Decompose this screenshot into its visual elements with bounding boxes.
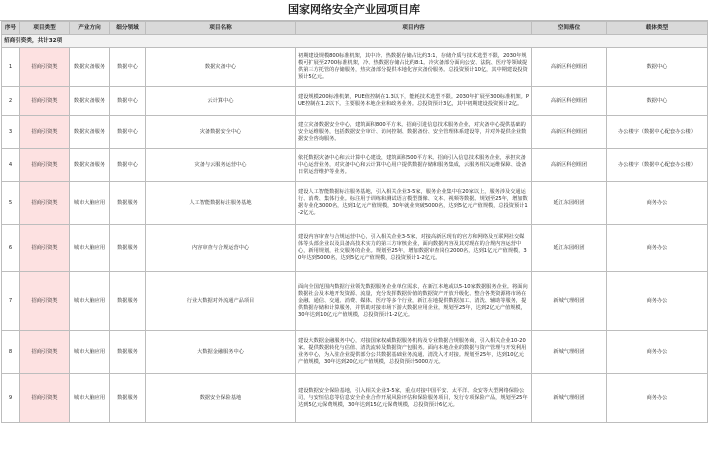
- group-label[interactable]: 招商引资类，共计32项: [2, 35, 708, 48]
- table-row: [2, 225, 708, 272]
- header-cell[interactable]: 项目内容: [296, 22, 532, 35]
- group-row: [2, 35, 708, 48]
- cell-location[interactable]: 高新区科创组团: [532, 87, 607, 116]
- table-row: [2, 272, 708, 331]
- cell-direction[interactable]: 城市大脑应用: [70, 331, 110, 374]
- cell-field[interactable]: 数据服务: [110, 331, 146, 374]
- cell-carrier[interactable]: 数据中心: [607, 87, 708, 116]
- cell-field[interactable]: 数据服务: [110, 182, 146, 225]
- cell-location[interactable]: 新城气理组团: [532, 331, 607, 374]
- cell-carrier[interactable]: 数据中心: [607, 48, 708, 87]
- cell-name[interactable]: 数据安全保险基地: [146, 374, 296, 423]
- header-cell[interactable]: 项目名称: [146, 22, 296, 35]
- cell-type[interactable]: 招商引资类: [20, 272, 70, 331]
- cell-direction[interactable]: 数据灾备服务: [70, 116, 110, 149]
- cell-carrier[interactable]: 商务办公: [607, 272, 708, 331]
- cell-carrier[interactable]: 商务办公: [607, 331, 708, 374]
- cell-no[interactable]: 9: [2, 374, 20, 423]
- header-cell[interactable]: 产业方向: [70, 22, 110, 35]
- cell-content[interactable]: 依托数据灾备中心和云计算中心建设，建筑面积500平方米。招商引入信息技术服务企业，承担灾备中心运营业务，对灾备中心和云计算中心用户提供数据存储和服务集成，云服务相关运维保障、设备日常运营维护等业务。: [296, 149, 532, 182]
- cell-content[interactable]: 建设规模200标准机架，PUE值控制在1.3以下，能耗技术选型不限。2030年扩展至300标准机架。PUE控制在1.2以下。主要服务本地企业和政务业务。总投资预计3亿，其中初期建设投资预计2亿。: [296, 87, 532, 116]
- cell-location[interactable]: 高新区科创组团: [532, 116, 607, 149]
- cell-name[interactable]: 云计算中心: [146, 87, 296, 116]
- cell-direction[interactable]: 城市大脑应用: [70, 374, 110, 423]
- cell-content[interactable]: 建立灾备数据安全中心，建筑面积800平方米。招商引进信息技术服务企业，对灾备中心提供基础的安全运维服务，包括数据安全审计、访问控制、数据备份、安全管理体系建设等，并对外提供企业数据安全咨询服务。: [296, 116, 532, 149]
- cell-direction[interactable]: 城市大脑应用: [70, 182, 110, 225]
- cell-name[interactable]: 人工智能数据标注服务基地: [146, 182, 296, 225]
- cell-content[interactable]: 初期建设规模800标准机架，其中冷、热数据存储占比约3:1，存储介质与技术选型不限，2030年规模可扩展至2700标准机架，冷、热数据存储占比约8:1。冷灾备部分面向公安、法院、医疗等领域提供第三方托管的存储服务，热灾备部分提供本地化容灾备份服务。总投资预计10亿，其中期建设投资预计5亿元。: [296, 48, 532, 87]
- sheet-title: 国家网络安全产业园项目库: [0, 0, 708, 21]
- cell-field[interactable]: 数据服务: [110, 272, 146, 331]
- cell-no[interactable]: 4: [2, 149, 20, 182]
- header-cell[interactable]: 项目类型: [20, 22, 70, 35]
- cell-name[interactable]: 灾备数据安全中心: [146, 116, 296, 149]
- cell-name[interactable]: 数据灾备中心: [146, 48, 296, 87]
- table-row: [2, 374, 708, 423]
- cell-field[interactable]: 数据服务: [110, 225, 146, 272]
- cell-carrier[interactable]: 商务办公: [607, 374, 708, 423]
- cell-field[interactable]: 数据中心: [110, 116, 146, 149]
- project-table: [1, 21, 708, 423]
- cell-no[interactable]: 8: [2, 331, 20, 374]
- cell-direction[interactable]: 数据灾备服务: [70, 87, 110, 116]
- header-row: [2, 22, 708, 35]
- cell-carrier[interactable]: 办公楼宇（数据中心配套办公楼）: [607, 149, 708, 182]
- table-row: [2, 182, 708, 225]
- table-row: [2, 87, 708, 116]
- cell-location[interactable]: 高新区科创组团: [532, 48, 607, 87]
- cell-type[interactable]: 招商引资类: [20, 182, 70, 225]
- cell-field[interactable]: 数据中心: [110, 48, 146, 87]
- cell-name[interactable]: 灾备与云服务运营中心: [146, 149, 296, 182]
- header-cell[interactable]: 载体类型: [607, 22, 708, 35]
- table-row: [2, 331, 708, 374]
- cell-field[interactable]: 数据中心: [110, 149, 146, 182]
- cell-content[interactable]: 面向全国范围内数据行业领先数据服务企业单位需求，在新江本地或以5-10家数据服务企业。将面向数据社会及本地开发资源、流量，充分发挥数据价值的数据资产开放升级化、整合各类资源将市场在金融、通信、交通、消费、媒体、医疗等多个行业，新江在地提供数据加工、清洗、辅助等服务，提供数据存储和计算服务，并帮助对接市场下游大数据应用企业，规划至25年，达到2亿元产值规模，30年达到10亿元产值规模，总投资预计1-2亿元。: [296, 272, 532, 331]
- cell-carrier[interactable]: 办公楼宇（数据中心配套办公楼）: [607, 116, 708, 149]
- cell-no[interactable]: 2: [2, 87, 20, 116]
- cell-no[interactable]: 1: [2, 48, 20, 87]
- cell-location[interactable]: 新城气理组团: [532, 272, 607, 331]
- table-row: [2, 149, 708, 182]
- cell-name[interactable]: 行业大数据对外流通产品项目: [146, 272, 296, 331]
- cell-no[interactable]: 3: [2, 116, 20, 149]
- cell-no[interactable]: 7: [2, 272, 20, 331]
- table-row: [2, 48, 708, 87]
- cell-content[interactable]: 建设大数据金融服务中心，对接国家权威数据服务机构及专业数据合规服务商，引入相关企业10-20家。提供数据转化与估值、清洗流转及数据资产包服务。面向本地企业的数据与资产管理与开发利用业务中心，为入驻企业提供部分公共数据基础业务流通、清洗入才对接。规划至25年，达到10亿元产值规模，30年达到20亿元产值规模，总投资预计5000万元。: [296, 331, 532, 374]
- cell-type[interactable]: 招商引资类: [20, 149, 70, 182]
- cell-location[interactable]: 新城气理组团: [532, 374, 607, 423]
- cell-direction[interactable]: 数据灾备服务: [70, 48, 110, 87]
- cell-type[interactable]: 招商引资类: [20, 331, 70, 374]
- cell-type[interactable]: 招商引资类: [20, 48, 70, 87]
- cell-content[interactable]: 建设数据安全保险基地，引入相关企业3-5家，重点对接中国平安、太平洋、众安等大型网络保险公司，与安恒信息等信息安全企业合作开展风险评估和保险服务项目，发行专项保险产品，规划至25年达到5亿元保费规模，30年达到15亿元保费规模，总投资预计6亿元。: [296, 374, 532, 423]
- cell-content[interactable]: 建设内容审查与合规运营中心，引入相关企业3-5家，对接高新区现有的官方和网络及互联网社交媒体等头部企业以及具备高技术实力的第三方审核企业，面向数据内容及其对现在的合规内容运营中心，新用规划，社交服务的企业。规划至25年，增加数据审查岗位2000名，达到1亿元产值规模，30年达到5000名，达到5亿元产值规模，总投资预计1-2亿元。: [296, 225, 532, 272]
- cell-carrier[interactable]: 商务办公: [607, 225, 708, 272]
- cell-direction[interactable]: 城市大脑应用: [70, 272, 110, 331]
- header-cell[interactable]: 空间落位: [532, 22, 607, 35]
- cell-type[interactable]: 招商引资类: [20, 374, 70, 423]
- cell-location[interactable]: 高新区科创组团: [532, 149, 607, 182]
- cell-no[interactable]: 6: [2, 225, 20, 272]
- cell-type[interactable]: 招商引资类: [20, 87, 70, 116]
- cell-name[interactable]: 大数据金融服务中心: [146, 331, 296, 374]
- cell-field[interactable]: 数据中心: [110, 87, 146, 116]
- cell-type[interactable]: 招商引资类: [20, 116, 70, 149]
- cell-field[interactable]: 数据服务: [110, 374, 146, 423]
- header-cell[interactable]: 序号: [2, 22, 20, 35]
- cell-carrier[interactable]: 商务办公: [607, 182, 708, 225]
- cell-direction[interactable]: 城市大脑应用: [70, 225, 110, 272]
- cell-type[interactable]: 招商引资类: [20, 225, 70, 272]
- cell-location[interactable]: 延江东园组团: [532, 225, 607, 272]
- cell-name[interactable]: 内容审查与合规运营中心: [146, 225, 296, 272]
- cell-location[interactable]: 延江东园组团: [532, 182, 607, 225]
- cell-content[interactable]: 建设人工智能数据标注服务基地，引入相关企业3-5家，服务企业集中在20家以上，服务涉及交通运行、消费、集体行业。标注用于训练和测试语言模型图像、文本、视频等数据。规划至25年，增加数据专业化3000名，达到1亿元产值规模，30年就业突破5000名，达到5亿元产值规模，总投资预计1-2亿元。: [296, 182, 532, 225]
- header-cell[interactable]: 细分领域: [110, 22, 146, 35]
- cell-direction[interactable]: 数据灾备服务: [70, 149, 110, 182]
- cell-no[interactable]: 5: [2, 182, 20, 225]
- table-row: [2, 116, 708, 149]
